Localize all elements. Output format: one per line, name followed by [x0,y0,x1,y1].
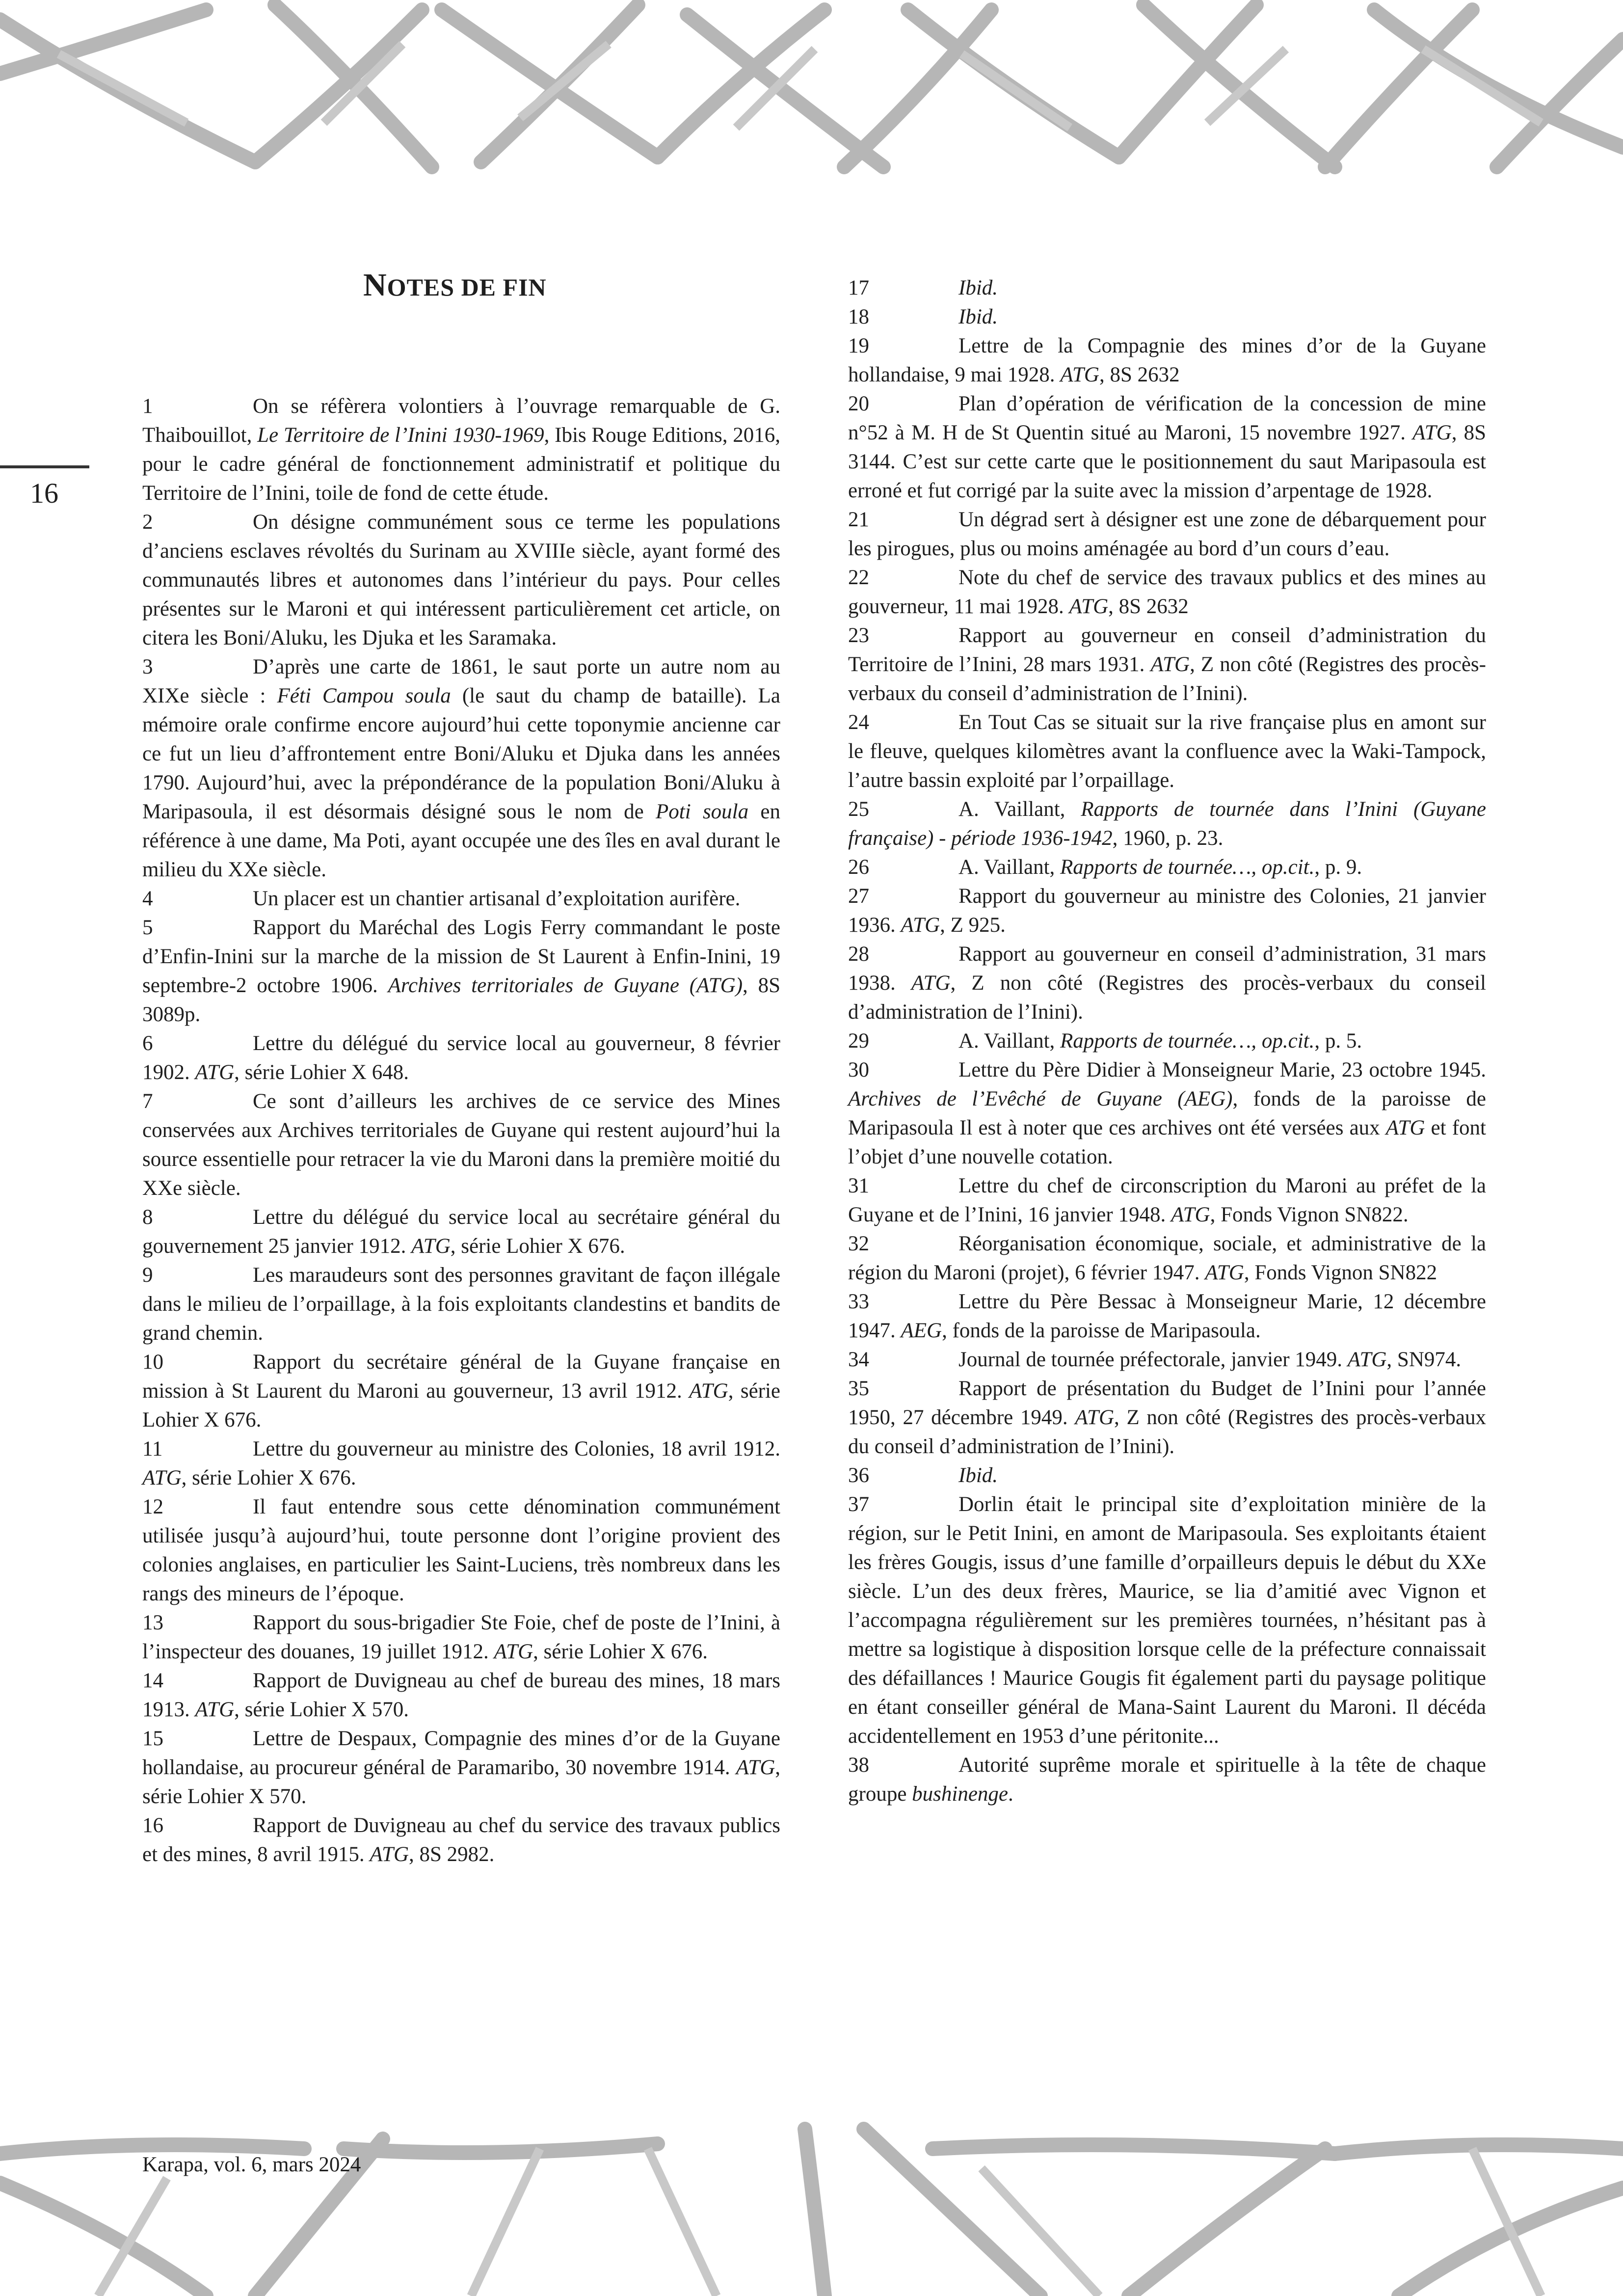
endnote-number: 12 [142,1495,163,1518]
endnote-italic-text: Rapports de tournée…, op.cit. [1060,1029,1315,1053]
endnote-5 [142,913,780,1029]
endnote-number: 35 [848,1377,869,1400]
endnote-27 [848,882,1486,940]
endnote-italic-text: ATG [195,1061,235,1084]
endnote-30 [848,1055,1486,1171]
endnote-number: 14 [142,1669,163,1692]
endnote-text: D’après une carte de 1861, le saut porte un autre nom au XIXe siècle : [142,655,780,707]
title-smallcaps: OTES DE FIN [387,273,547,301]
endnote-number: 34 [848,1348,869,1371]
endnote-10 [142,1348,780,1434]
endnote-italic-text: ATG [1060,363,1099,386]
endnote-text: Plan d’opération de vérification de la concession de mine n°52 à M. H de St Quentin situé au Maroni, 15 novembre 1927. [848,392,1486,444]
endnote-italic-text: Archives de l’Evêché de Guyane (AEG) [848,1087,1233,1110]
endnote-11 [142,1434,780,1492]
endnote-text: , série Lohier X 676. [142,1379,781,1432]
endnote-italic-text: ATG [370,1843,409,1866]
endnote-text: Lettre du chef de circonscription du Maroni au préfet de la Guyane et de l’Inini, 16 janvier 1948. [848,1174,1486,1226]
endnote-italic-text: ATG [1347,1348,1387,1371]
endnote-number: 31 [848,1174,869,1197]
endnote-text: Il faut entendre sous cette dénomination communément utilisée jusqu’à aujourd’hui, toute personne dont l’origine provient des colonies anglaises, en particulier les Saint-Luciens, très nombreux dans les rangs des mineurs de l’époque. [142,1495,780,1605]
endnote-text: , Z 925. [940,914,1006,937]
endnote-italic-text: ATG [411,1235,451,1258]
endnote-text: Lettre du Père Bessac à Monseigneur Marie, 12 décembre 1947. [848,1290,1486,1342]
endnote-number: 1 [142,395,153,418]
endnote-text: Rapport au gouverneur en conseil d’administration du Territoire de l’Inini, 28 mars 1931. [848,624,1486,676]
endnote-number: 32 [848,1232,869,1255]
endnote-text: , série Lohier X 648. [234,1061,409,1084]
endnote-number: 21 [848,508,869,531]
endnote-text: Un placer est un chantier artisanal d’exploitation aurifère. [253,887,741,910]
endnote-italic-text: ATG [142,1466,182,1489]
endnote-text: , Z non côté (Registres des procès-verbaux du conseil d’administration de l’Inini). [848,653,1486,705]
endnote-number: 10 [142,1351,163,1374]
endnote-number: 8 [142,1206,153,1229]
endnote-text: Les maraudeurs sont des personnes gravitant de façon illégale dans le milieu de l’orpaillage, à la fois exploitants clandestins et bandits de grand chemin. [142,1264,780,1345]
endnote-number: 4 [142,887,153,910]
endnote-text: Un dégrad sert à désigner est une zone de débarquement pour les pirogues, plus ou moins aménagée au bord d’un cours d’eau. [848,508,1486,560]
endnote-italic-text: ATG [689,1379,728,1403]
endnote-7 [142,1087,780,1203]
endnote-text: , Fonds Vignon SN822 [1244,1261,1437,1284]
endnote-33 [848,1287,1486,1345]
endnote-2 [142,508,780,652]
endnote-number: 24 [848,711,869,734]
endnote-text: , série Lohier X 676. [533,1640,708,1663]
title-initial: N [363,267,387,303]
footer-journal-info: Karapa, vol. 6, mars 2024 [142,2153,361,2176]
decorative-bottom-band [0,2119,1623,2296]
endnote-21 [848,505,1486,563]
endnote-text: , p. 5. [1314,1029,1362,1053]
endnote-9 [142,1261,780,1348]
endnote-22 [848,563,1486,621]
endnote-italic-text: ATG [494,1640,533,1663]
endnote-italic-text: ATG [911,972,951,995]
endnote-number: 9 [142,1264,153,1287]
endnote-text: Rapport du secrétaire général de la Guyane française en mission à St Laurent du Maroni au gouverneur, 13 avril 1912. [142,1351,780,1403]
endnote-14 [142,1666,780,1724]
endnote-34 [848,1345,1486,1374]
endnote-text: Lettre de la Compagnie des mines d’or de la Guyane hollandaise, 9 mai 1928. [848,334,1486,386]
page-title [363,269,547,301]
endnote-15 [142,1724,780,1811]
endnote-italic-text: Le Territoire de l’Inini 1930-1969 [257,424,544,447]
endnote-italic-text: ATG [1385,1116,1425,1139]
endnote-number: 29 [848,1029,869,1053]
endnote-text: . [1008,1783,1013,1806]
endnote-number: 25 [848,798,869,821]
endnote-italic-text: ATG [1069,595,1109,618]
endnote-number: 30 [848,1058,869,1081]
endnote-text: Dorlin était le principal site d’exploitation minière de la région, sur le Petit Inini, en amont de Maripasoula. Ses exploitants étaient les frères Gougis, issus d’une famille d’orpailleurs depuis le début du XXe siècle. L’un des deux frères, Maurice, se lia d’amitié avec Vignon et l’accompagna régulièrement sur les premières tournées, n’hésitant pas à mettre sa logistique à disposition lorsque celle de la préfecture connaissait des défaillances ! Maurice Gougis fit également parti du paysage politique en étant conseiller général de Mana-Saint Laurent du Maroni. Il décéda accidentellement en 1953 d’une péritonite... [848,1493,1486,1748]
endnote-text: A. Vaillant, [958,798,1081,821]
endnote-italic-text: Archives territoriales de Guyane (ATG) [388,974,743,997]
endnote-number: 19 [848,334,869,357]
endnote-number: 15 [142,1727,163,1750]
endnote-number: 36 [848,1464,869,1487]
endnote-italic-text: ATG [1205,1261,1244,1284]
endnote-text: , série Lohier X 676. [450,1235,625,1258]
endnote-number: 20 [848,392,869,415]
endnote-italic-text: Poti soula [656,800,749,823]
endnote-text: , SN974. [1386,1348,1462,1371]
endnote-19 [848,331,1486,389]
endnote-number: 2 [142,511,153,534]
endnote-number: 33 [848,1290,869,1313]
endnote-number: 26 [848,856,869,879]
endnote-38 [848,1751,1486,1809]
endnote-text: On désigne communément sous ce terme les populations d’anciens esclaves révoltés du Surinam au XVIIIe siècle, ayant formé des communautés libres et autonomes dans l’intérieur du pays. Pour celles présentes sur le Maroni et qui intéressent particulièrement cet article, on citera les Boni/Aluku, les Djuka et les Saramaka. [142,511,780,649]
endnote-text: Note du chef de service des travaux publics et des mines au gouverneur, 11 mai 1928. [848,566,1486,618]
endnote-text: Autorité suprême morale et spirituelle à la tête de chaque groupe [848,1754,1486,1806]
endnote-3 [142,652,780,884]
endnote-1 [142,392,780,508]
endnote-text: Rapport de Duvigneau au chef de bureau des mines, 18 mars 1913. [142,1669,780,1721]
endnote-text: , fonds de la paroisse de Maripasoula Il est à noter que ces archives ont été versées aux [848,1087,1486,1139]
endnote-25 [848,795,1486,853]
endnote-text: , 8S 2632 [1108,595,1189,618]
endnote-text: , 8S 3089p. [142,974,780,1026]
endnote-text: Lettre de Despaux, Compagnie des mines d’or de la Guyane hollandaise, au procureur général de Paramaribo, 30 novembre 1914. [142,1727,780,1779]
endnote-text: Lettre du délégué du service local au secrétaire général du gouvernement 25 janvier 1912. [142,1206,780,1258]
endnote-number: 23 [848,624,869,647]
endnote-text: On se réfèrera volontiers à l’ouvrage remarquable de G. Thaibouillot, [142,395,780,447]
endnote-text: , fonds de la paroisse de Maripasoula. [942,1319,1261,1342]
page-number: 16 [30,477,58,509]
endnote-number: 17 [848,276,869,299]
endnote-text: Ce sont d’ailleurs les archives de ce service des Mines conservées aux Archives territoriales de Guyane qui restent aujourd’hui la source essentielle pour retracer la vie du Maroni dans la première moitié du XXe siècle. [142,1090,780,1200]
endnote-text: Rapport au gouverneur en conseil d’administration, 31 mars 1938. [848,943,1486,995]
endnote-text: , série Lohier X 570. [142,1756,780,1808]
endnote-text: A. Vaillant, [958,856,1061,879]
endnote-24 [848,708,1486,795]
endnote-text: , Z non côté (Registres des procès-verbaux du conseil d’administration de l’Inini). [848,972,1486,1024]
endnote-32 [848,1229,1486,1287]
endnote-number: 28 [848,943,869,966]
endnote-italic-text: ATG [195,1698,235,1721]
endnote-12 [142,1492,780,1608]
endnote-text: Rapport du Maréchal des Logis Ferry commandant le poste d’Enfin-Inini sur la marche de la mission de St Laurent à Enfin-Inini, 19 septembre-2 octobre 1906. [142,916,780,997]
endnote-italic-text: bushinenge [912,1783,1009,1806]
endnote-text: En Tout Cas se situait sur la rive française plus en amont sur le fleuve, quelques kilomètres avant la confluence avec la Waki-Tampock, l’autre bassin exploité par l’orpaillage. [848,711,1486,792]
endnote-17 [848,273,1486,302]
endnote-8 [142,1203,780,1261]
endnote-number: 7 [142,1090,153,1113]
decorative-top-band [0,0,1623,177]
endnote-18 [848,302,1486,331]
endnote-4 [142,884,780,913]
endnote-text: A. Vaillant, [958,1029,1061,1053]
endnote-text: en référence à une dame, Ma Poti, ayant occupée une des îles en aval durant le milieu du XXe siècle. [142,800,780,881]
endnote-text: , 1960, p. 23. [1112,827,1224,850]
endnote-28 [848,940,1486,1026]
endnote-6 [142,1029,780,1087]
endnote-number: 38 [848,1754,869,1777]
endnote-text: , Fonds Vignon SN822. [1210,1203,1409,1226]
endnote-italic-text: ATG [1171,1203,1210,1226]
endnote-text: Lettre du gouverneur au ministre des Colonies, 18 avril 1912. [253,1437,780,1460]
endnote-text: et font l’objet d’une nouvelle cotation. [848,1116,1486,1168]
endnote-text: Rapport de présentation du Budget de l’Inini pour l’année 1950, 27 décembre 1949. [848,1377,1486,1429]
endnote-number: 5 [142,916,153,939]
endnote-italic-text: Rapports de tournée…, op.cit. [1060,856,1315,879]
endnote-text: , série Lohier X 676. [181,1466,356,1489]
endnote-italic-text: Ibid. [958,305,998,328]
endnote-italic-text: Rapports de tournée dans l’Inini (Guyane française) - période 1936-1942 [848,798,1486,850]
endnote-number: 11 [142,1437,163,1460]
endnote-italic-text: ATG [1150,653,1190,676]
endnote-20 [848,389,1486,505]
endnote-italic-text: Ibid. [958,276,998,299]
endnote-13 [142,1608,780,1666]
endnote-number: 3 [142,655,153,678]
endnote-italic-text: Féti Campou soula [277,684,451,707]
notes-column-right [848,273,1486,1809]
endnote-number: 37 [848,1493,869,1516]
endnote-16 [142,1811,780,1869]
endnote-text: , 8S 2632 [1099,363,1180,386]
endnote-number: 22 [848,566,869,589]
endnote-text: , série Lohier X 570. [234,1698,409,1721]
endnote-text: , 8S 2982. [409,1843,495,1866]
endnote-text: (le saut du champ de bataille). La mémoire orale confirme encore aujourd’hui cette toponymie ancienne car ce fut un lieu d’affrontement entre Boni/Aluku et Djuka dans les années 1790. Aujourd’hui, avec la prépondérance de la population Boni/Aluku à Maripasoula, il est désormais désigné sous le nom de [142,684,780,823]
endnote-italic-text: ATG [1412,421,1452,444]
endnote-number: 18 [848,305,869,328]
endnote-italic-text: ATG [1075,1406,1115,1429]
endnote-35 [848,1374,1486,1461]
endnote-text: Rapport de Duvigneau au chef du service des travaux publics et des mines, 8 avril 1915. [142,1814,780,1866]
endnote-italic-text: Ibid. [958,1464,998,1487]
endnote-text: Lettre du délégué du service local au gouverneur, 8 février 1902. [142,1032,780,1084]
endnote-36 [848,1461,1486,1490]
endnote-number: 13 [142,1611,163,1634]
endnote-number: 16 [142,1814,163,1837]
endnote-text: Journal de tournée préfectorale, janvier 1949. [958,1348,1348,1371]
page-number-rule [0,465,89,468]
endnote-text: Lettre du Père Didier à Monseigneur Marie, 23 octobre 1945. [958,1058,1486,1081]
notes-column-left [142,392,780,1869]
endnote-29 [848,1026,1486,1055]
endnote-37 [848,1490,1486,1751]
endnote-text: Rapport du sous-brigadier Ste Foie, chef de poste de l’Inini, à l’inspecteur des douanes, 19 juillet 1912. [142,1611,780,1663]
endnote-italic-text: ATG [736,1756,775,1779]
endnote-number: 6 [142,1032,153,1055]
endnote-31 [848,1171,1486,1229]
endnote-text: , 8S 3144. C’est sur cette carte que le positionnement du saut Maripasoula est erroné et fut corrigé par la suite avec la mission d’arpentage de 1928. [848,421,1486,502]
endnote-text: Rapport du gouverneur au ministre des Colonies, 21 janvier 1936. [848,885,1486,937]
endnote-26 [848,853,1486,882]
endnote-text: Réorganisation économique, sociale, et administrative de la région du Maroni (projet), 6 février 1947. [848,1232,1486,1284]
endnote-text: , p. 9. [1314,856,1362,879]
endnote-number: 27 [848,885,869,908]
endnote-text: , Z non côté (Registres des procès-verbaux du conseil d’administration de l’Inini). [848,1406,1486,1458]
endnote-italic-text: ATG [901,914,940,937]
endnote-italic-text: AEG [901,1319,942,1342]
endnote-23 [848,621,1486,708]
endnote-text: , Ibis Rouge Editions, 2016, pour le cadre général de fonctionnement administratif et politique du Territoire de l’Inini, toile de fond de cette étude. [142,424,781,505]
